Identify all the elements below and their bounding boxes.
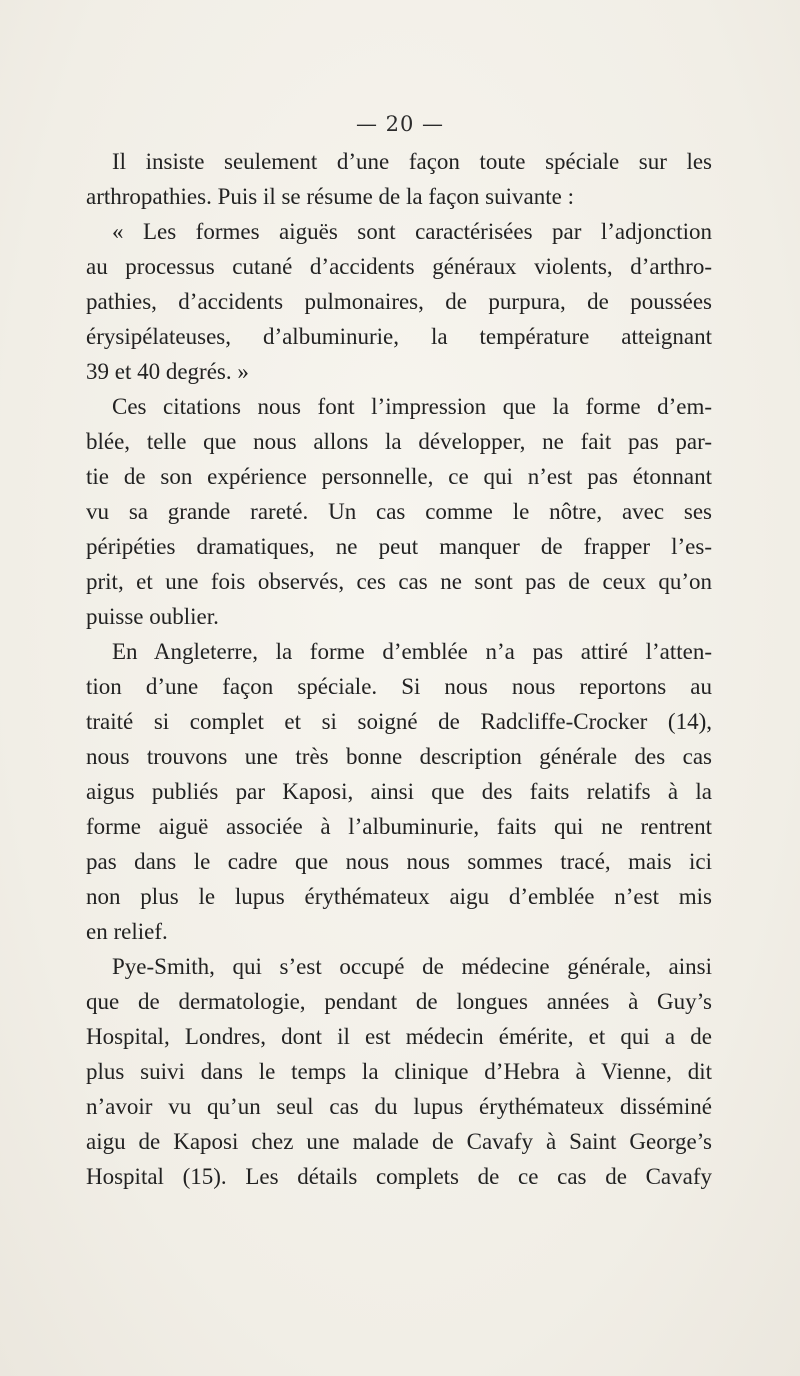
text-line: 39 et 40 degrés. » [86,359,249,384]
text-line: « Les formes aiguës sont caractérisées par l’adjonction [112,219,712,244]
text-line: non plus le lupus érythémateux aigu d’emblée n’est mis [86,884,712,909]
text-line: nous trouvons une très bonne description générale des cas [86,744,712,769]
text-line: au processus cutané d’accidents généraux violents, d’arthro- [86,254,712,279]
text-line: pas dans le cadre que nous nous sommes tracé, mais ici [86,849,712,874]
text-line: en relief. [86,919,168,944]
text-line: puisse oublier. [86,604,219,629]
text-line: aigu de Kaposi chez une malade de Cavafy à Saint George’s [86,1129,712,1154]
text-line: Pye-Smith, qui s’est occupé de médecine générale, ainsi [112,954,712,979]
text-line: Il insiste seulement d’une façon toute spéciale sur les [112,149,712,174]
text-line: vu sa grande rareté. Un cas comme le nôtre, avec ses [86,499,712,524]
text-line: érysipélateuses, d’albuminurie, la température atteignant [86,324,712,349]
body-text [86,144,712,1194]
text-line: Ces citations nous font l’impression que la forme d’em- [112,394,712,419]
text-line: arthropathies. Puis il se résume de la façon suivante : [86,184,574,209]
text-line: forme aiguë associée à l’albuminurie, faits qui ne rentrent [86,814,712,839]
text-line: traité si complet et si soigné de Radcliffe-Crocker (14), [86,709,712,734]
text-line: Hospital (15). Les détails complets de ce cas de Cavafy [86,1164,712,1189]
text-line: En Angleterre, la forme d’emblée n’a pas attiré l’atten- [112,639,712,664]
text-line: péripéties dramatiques, ne peut manquer de frapper l’es- [86,534,712,559]
text-line: aigus publiés par Kaposi, ainsi que des faits relatifs à la [86,779,712,804]
text-line: tie de son expérience personnelle, ce qui n’est pas étonnant [86,464,712,489]
text-line: plus suivi dans le temps la clinique d’Hebra à Vienne, dit [86,1059,712,1084]
page-number: — 20 — [355,112,445,136]
text-line: Hospital, Londres, dont il est médecin émérite, et qui a de [86,1024,712,1049]
text-line: prit, et une fois observés, ces cas ne sont pas de ceux qu’on [86,569,712,594]
text-line: n’avoir vu qu’un seul cas du lupus érythémateux disséminé [86,1094,712,1119]
text-line: pathies, d’accidents pulmonaires, de purpura, de poussées [86,289,712,314]
text-line: blée, telle que nous allons la développer, ne fait pas par- [86,429,712,454]
text-line: que de dermatologie, pendant de longues années à Guy’s [86,989,712,1014]
text-line: tion d’une façon spéciale. Si nous nous reportons au [86,674,712,699]
